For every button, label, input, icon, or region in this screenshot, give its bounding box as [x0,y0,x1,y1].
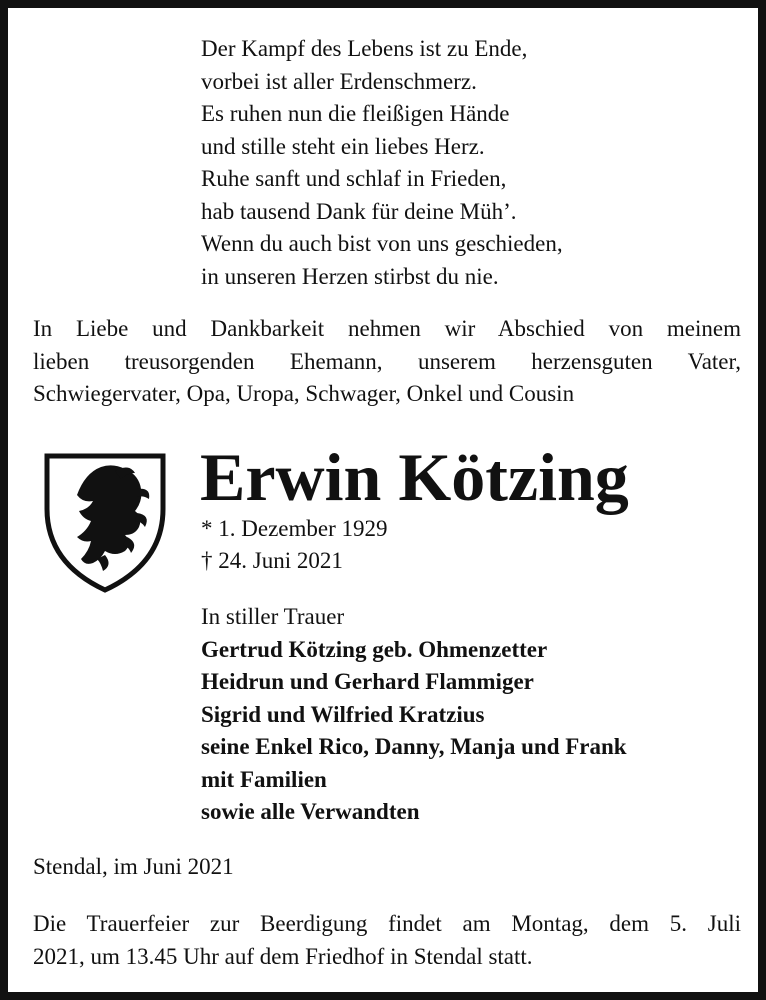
mourner-name: mit Familien [201,766,327,792]
intro-line: In Liebe und Dankbarkeit nehmen wir Abschied von meinem [33,316,741,341]
mourner-name: Sigrid und Wilfried Kratzius [201,701,485,727]
farewell-intro [33,313,741,411]
birth-date: * 1. Dezember 1929 [201,516,388,541]
poem-line: Es ruhen nun die fleißigen Hände [201,101,510,126]
funeral-line: Die Trauerfeier zur Beerdigung findet am Montag, dem 5. Juli [33,911,741,936]
poem-line: Wenn du auch bist von uns geschieden, [201,231,563,256]
poem-line: und stille steht ein liebes Herz. [201,133,485,159]
poem-line: Ruhe sanft und schlaf in Frieden, [201,166,507,191]
intro-line: Schwiegervater, Opa, Uropa, Schwager, Onkel und Cousin [33,381,575,406]
funeral-line: 2021, um 13.45 Uhr auf dem Friedhof in Stendal statt. [33,943,533,969]
mourner-name: seine Enkel Rico, Danny, Manja und Frank [201,734,627,759]
deceased-name: Erwin Kötzing [200,439,629,515]
mourning-lead: In stiller Trauer [201,604,345,629]
death-date: † 24. Juni 2021 [201,548,343,573]
place-and-date: Stendal, im Juni 2021 [33,854,234,879]
mourner-name: Gertrud Kötzing geb. Ohmenzetter [201,636,548,662]
mourner-name: sowie alle Verwandten [201,799,420,824]
poem-line: hab tausend Dank für deine Müh’. [201,198,517,224]
poem-line: in unseren Herzen stirbst du nie. [201,263,499,289]
life-dates [201,513,388,577]
poem-line: Der Kampf des Lebens ist zu Ende, [201,36,528,61]
coat-of-arms-eagle-wing-icon [43,451,167,594]
memorial-poem [201,33,563,293]
mourners-block [201,601,627,829]
poem-line: vorbei ist aller Erdenschmerz. [201,68,477,94]
funeral-info [33,908,741,973]
intro-line: lieben treusorgenden Ehemann, unserem herzensguten Vater, [33,348,741,374]
mourner-name: Heidrun und Gerhard Flammiger [201,669,534,694]
